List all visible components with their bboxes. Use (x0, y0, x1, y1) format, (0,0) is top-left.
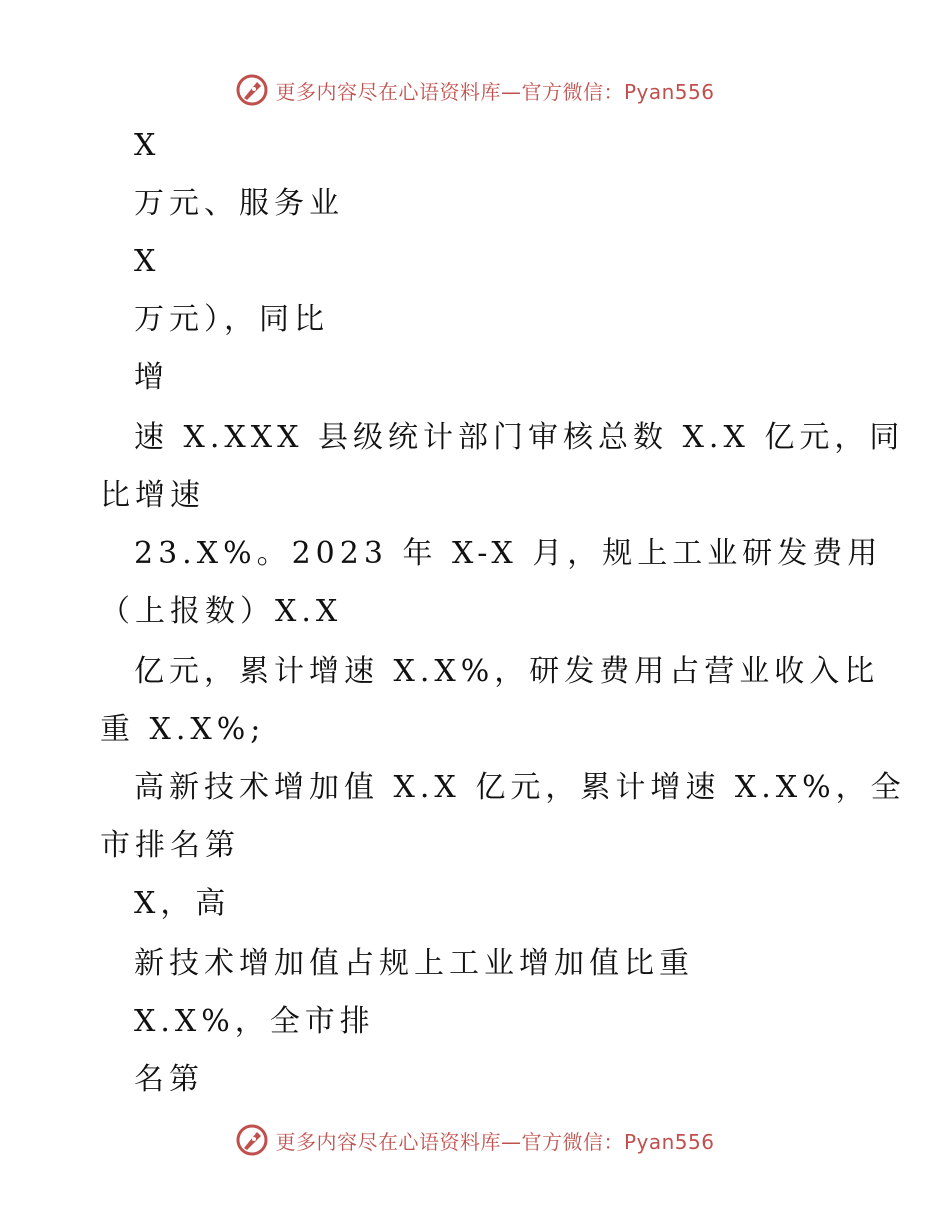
body-line: 重 X.X%; (100, 712, 266, 747)
watermark-text: 更多内容尽在心语资料库—官方微信：Pyan556 (275, 79, 715, 104)
footer-watermark (0, 1120, 950, 1160)
body-line: 速 X.XXX 县级统计部门审核总数 X.X 亿元，同 (134, 420, 905, 455)
body-line: 亿元，累计增速 X.X%，研发费用占营业收入比 (134, 654, 880, 689)
body-line: 市排名第 (100, 828, 240, 863)
pen-nib-logo-icon (235, 1123, 269, 1157)
body-line: X (134, 244, 161, 279)
watermark-text: 更多内容尽在心语资料库—官方微信：Pyan556 (275, 1129, 715, 1154)
header-watermark (0, 70, 950, 110)
body-line: 23.X%。2023 年 X-X 月，规上工业研发费用 (134, 536, 883, 571)
body-line: X.X%，全市排 (134, 1004, 375, 1039)
body-line: X，高 (134, 886, 231, 921)
body-line: 高新技术增加值 X.X 亿元，累计增速 X.X%，全 (134, 770, 906, 805)
body-line: 名第 (134, 1062, 204, 1097)
body-line: 增 (134, 360, 169, 395)
body-line: 新技术增加值占规上工业增加值比重 (134, 946, 694, 981)
body-line: X (134, 128, 161, 163)
body-line: 万元），同比 (134, 302, 329, 337)
body-line: 万元、服务业 (134, 186, 344, 221)
body-line: 比增速 (100, 478, 205, 513)
body-line: （上报数）X.X (100, 594, 343, 629)
pen-nib-logo-icon (235, 73, 269, 107)
